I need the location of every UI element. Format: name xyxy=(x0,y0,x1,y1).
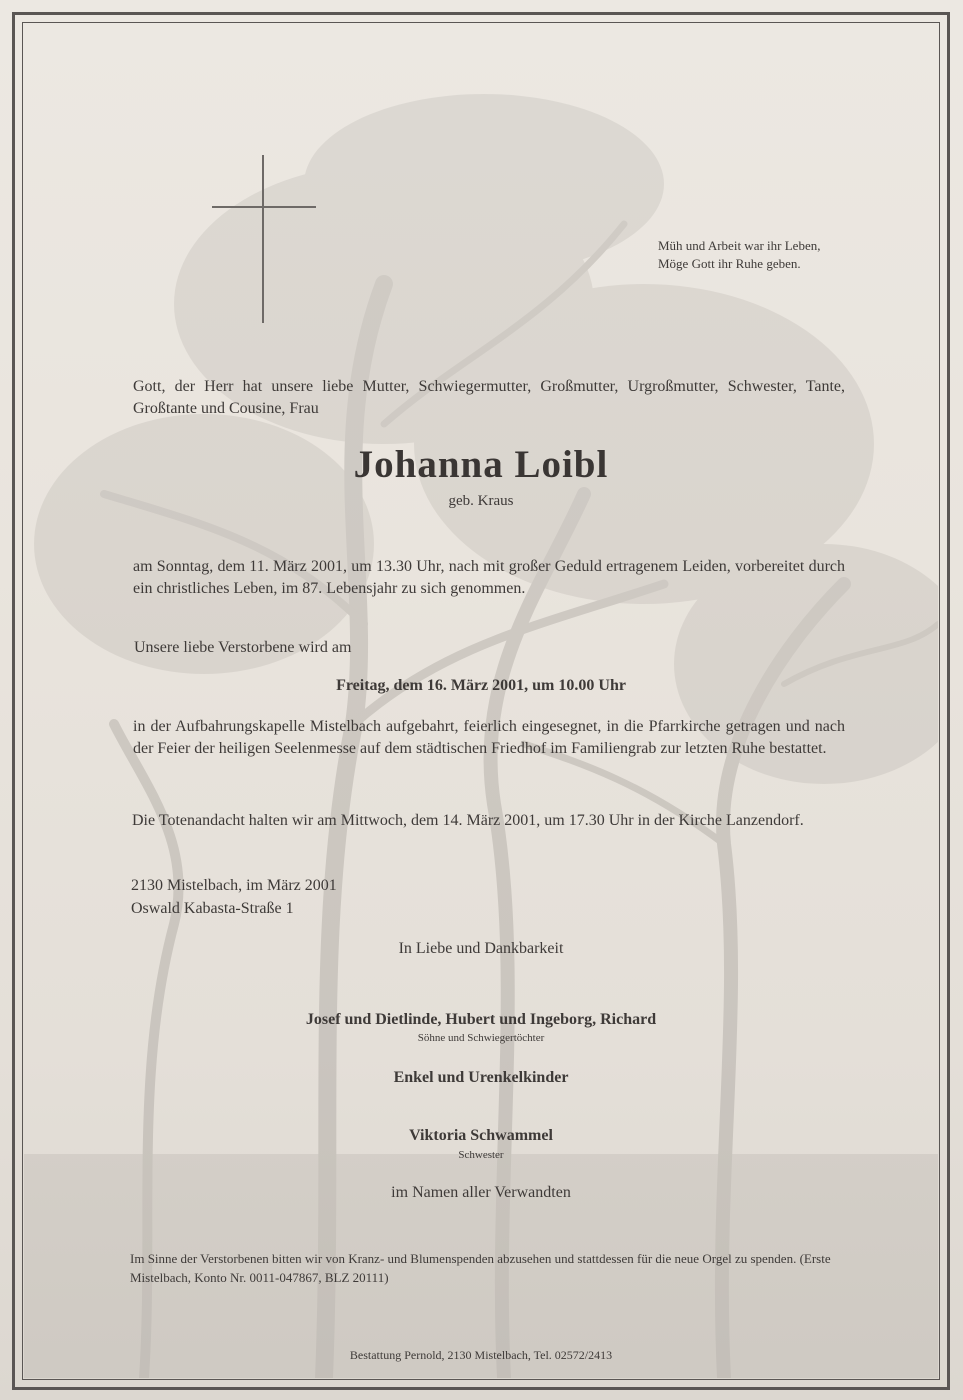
motto-line-1: Müh und Arbeit war ihr Leben, xyxy=(658,238,821,253)
prayer-paragraph: Die Totenandacht halten wir am Mittwoch, dem 14. März 2001, um 17.30 Uhr in der Kirche Lanzendorf. xyxy=(132,812,804,829)
relatives-line: im Namen aller Verwandten xyxy=(391,1184,571,1201)
address-line-2: Oswald Kabasta-Straße 1 xyxy=(131,900,294,917)
funeral-intro: Unsere liebe Verstorbene wird am xyxy=(134,639,352,656)
address-block xyxy=(131,874,337,920)
mourner-name: Enkel und Urenkelkinder xyxy=(393,1069,569,1086)
mourner-name: Viktoria Schwammel xyxy=(409,1127,553,1144)
motto-line-2: Möge Gott ihr Ruhe geben. xyxy=(658,256,801,271)
mourner-name: Josef und Dietlinde, Hubert und Ingeborg, Richard xyxy=(305,1011,657,1028)
address-line-1: 2130 Mistelbach, im März 2001 xyxy=(131,877,337,894)
deceased-name: Johanna Loibl xyxy=(353,443,609,486)
motto-verse xyxy=(658,237,820,273)
funeral-home-footer: Bestattung Pernold, 2130 Mistelbach, Tel. 02572/2413 xyxy=(349,1348,613,1362)
inner-border xyxy=(22,22,940,1380)
cross-vertical-bar xyxy=(262,155,264,323)
death-paragraph: am Sonntag, dem 11. März 2001, um 13.30 Uhr, nach mit großer Geduld ertragenem Leiden, vorbereitet durch ein christliches Leben, im 87. Lebensjahr zu sich genommen. xyxy=(133,558,845,597)
donation-note: Im Sinne der Verstorbenen bitten wir von Kranz- und Blumenspenden abzusehen und stattdessen für die neue Orgel zu spenden. (Erste Mistelbach, Konto Nr. 0011-047867, BLZ 20111) xyxy=(130,1251,831,1285)
funeral-date: Freitag, dem 16. März 2001, um 10.00 Uhr xyxy=(336,677,626,694)
closing-line: In Liebe und Dankbarkeit xyxy=(398,940,564,957)
intro-paragraph: Gott, der Herr hat unsere liebe Mutter, Schwiegermutter, Großmutter, Urgroßmutter, Schwester, Tante, Großtante und Cousine, Frau xyxy=(133,378,845,417)
mourner-relation: Schwester xyxy=(458,1149,504,1161)
funeral-paragraph: in der Aufbahrungskapelle Mistelbach aufgebahrt, feierlich eingesegnet, in die Pfarrkirche getragen und nach der Feier der heiligen Seelenmesse auf dem städtischen Friedhof im Familiengrab zur letzten Ruhe bestattet. xyxy=(133,718,845,757)
mourner-relation: Söhne und Schwiegertöchter xyxy=(417,1032,545,1044)
maiden-name: geb. Kraus xyxy=(448,493,514,509)
cross-horizontal-bar xyxy=(212,206,316,208)
